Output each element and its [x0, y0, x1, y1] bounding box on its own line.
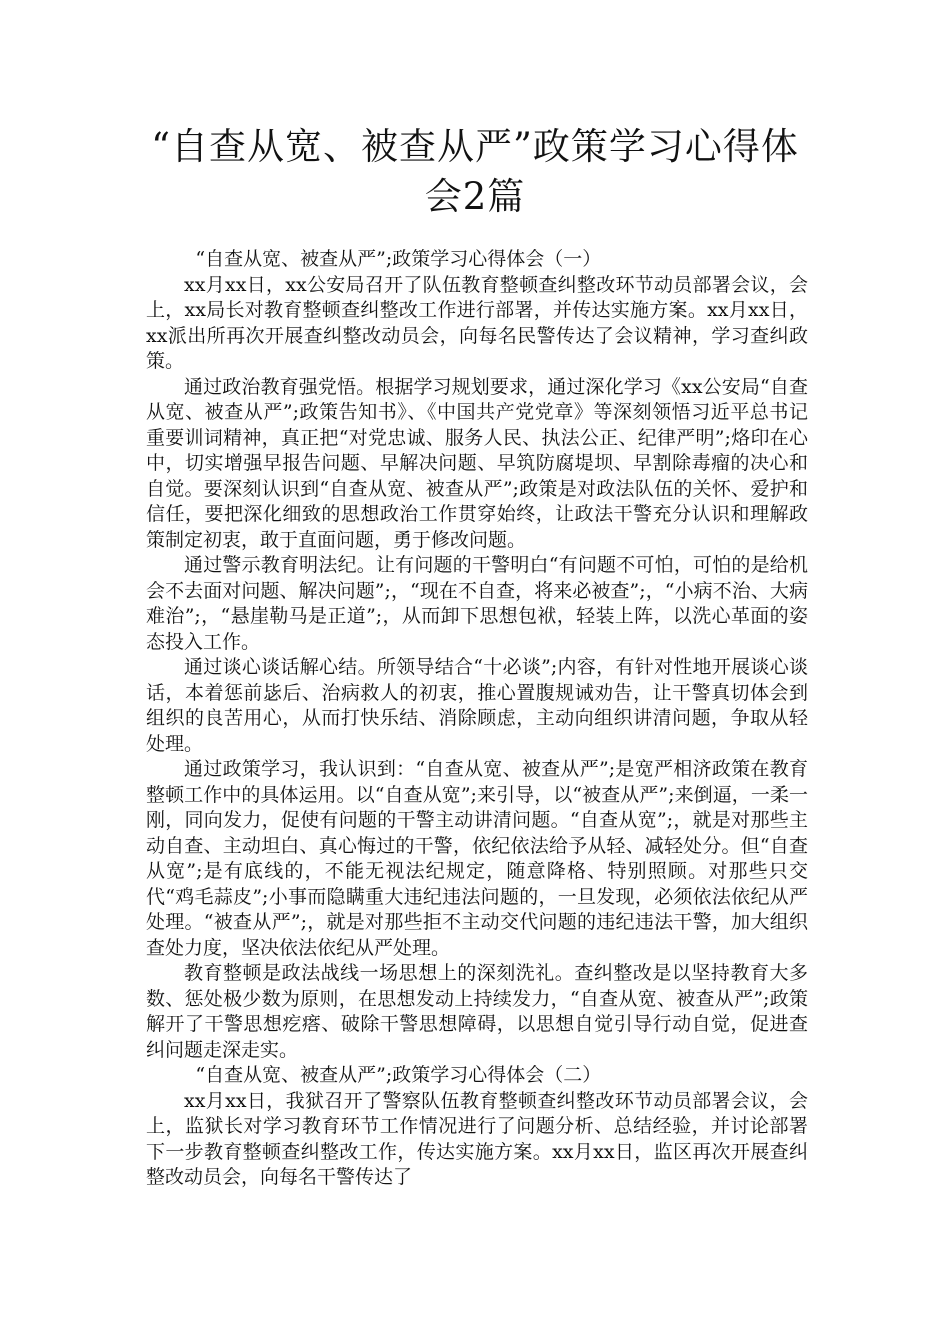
- paragraph: 通过谈心谈话解心结。所领导结合“十必谈”;内容，有针对性地开展谈心谈话，本着惩前毖后、治病救人的初衷，推心置腹规诫劝告，让干警真切体会到组织的良苦用心，从而打快乐结、消除顾虑，主动向组织讲清问题，争取从轻处理。: [146, 656, 808, 755]
- document-title-line-1: “自查从宽、被查从严”政策学习心得体: [151, 125, 799, 168]
- document-title-line-2: 会2篇: [424, 175, 526, 218]
- paragraph: 通过政策学习，我认识到：“自查从宽、被查从严”;是宽严相济政策在教育整顿工作中的具体运用。以“自查从宽”;来引导，以“被查从严”;来倒逼，一柔一刚，同向发力，促使有问题的干警主动讲清问题。“自查从宽”;，就是对那些主动自查、主动坦白、真心悔过的干警，依纪依法给予从轻、减轻处分。但“自查从宽”;是有底线的，不能无视法纪规定，随意降格、特别照顾。对那些只交代“鸡毛蒜皮”;小事而隐瞒重大违纪违法问题的，一旦发现，必须依法依纪从严处理。“被查从严”;，就是对那些拒不主动交代问题的违纪违法干警，加大组织查处力度，坚决依法依纪从严处理。: [146, 758, 808, 959]
- paragraph: xx月xx日，xx公安局召开了队伍教育整顿查纠整改环节动员部署会议，会上，xx局长对教育整顿查纠整改工作进行部署，并传达实施方案。xx月xx日，xx派出所再次开展查纠整改动员会，向每名民警传达了会议精神，学习查纠政策。: [146, 273, 808, 372]
- section-heading-1: “自查从宽、被查从严”;政策学习心得体会（一）: [195, 248, 602, 270]
- section-heading-2: “自查从宽、被查从严”;政策学习心得体会（二）: [195, 1064, 602, 1086]
- paragraph: 教育整顿是政法战线一场思想上的深刻洗礼。查纠整改是以坚持教育大多数、惩处极少数为原则，在思想发动上持续发力，“自查从宽、被查从严”;政策解开了干警思想疙瘩、破除干警思想障碍，以思想自觉引导行动自觉，促进查纠问题走深走实。: [146, 962, 808, 1061]
- document-title: [130, 122, 820, 222]
- paragraph: 通过警示教育明法纪。让有问题的干警明白“有问题不可怕，可怕的是给机会不去面对问题、解决问题”;，“现在不自查，将来必被查”;，“小病不治、大病难治”;，“悬崖勒马是正道”;，从而卸下思想包袱，轻装上阵，以洗心革面的姿态投入工作。: [146, 554, 808, 653]
- paragraph: 通过政治教育强党悟。根据学习规划要求，通过深化学习《xx公安局“自查从宽、被查从严”;政策告知书》、《中国共产党党章》等深刻领悟习近平总书记重要训词精神，真正把“对党忠诚、服务人民、执法公正、纪律严明”;烙印在心中，切实增强早报告问题、早解决问题、早筑防腐堤坝、早割除毒瘤的决心和自觉。要深刻认识到“自查从宽、被查从严”;政策是对政法队伍的关怀、爱护和信任，要把深化细致的思想政治工作贯穿始终，让政法干警充分认识和理解政策制定初衷，敢于直面问题，勇于修改问题。: [146, 375, 808, 551]
- document-body: [146, 247, 808, 1191]
- paragraph: xx月xx日，我狱召开了警察队伍教育整顿查纠整改环节动员部署会议，会上，监狱长对学习教育环节工作情况进行了问题分析、总结经验，并讨论部署下一步教育整顿查纠整改工作，传达实施方案。xx月xx日，监区再次开展查纠整改动员会，向每名干警传达了: [146, 1089, 808, 1188]
